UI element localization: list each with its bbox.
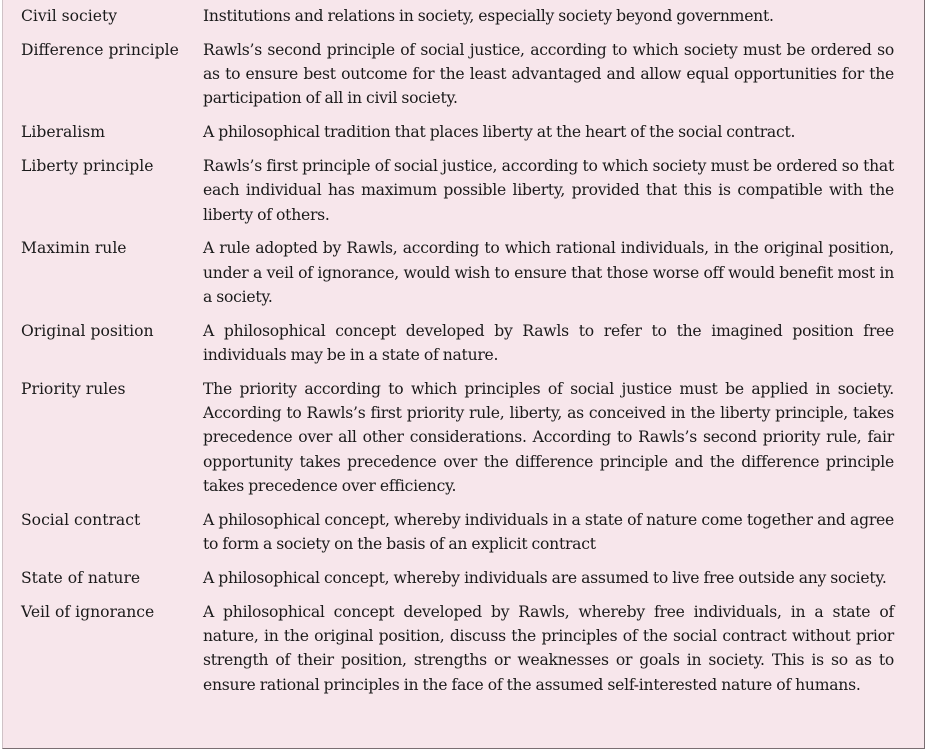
glossary-entry-maximin-rule: [3, 236, 924, 309]
glossary-definition: Rawls’s first principle of social justice, according to which society must be ordered so that each individual has maximum possible liberty, provided that this is compatible with the liberty of others.: [203, 156, 894, 224]
glossary-term: Maximin rule: [21, 239, 127, 258]
glossary-definition: The priority according to which principles of social justice must be applied in society. According to Rawls’s first priority rule, liberty, as conceived in the liberty principle, takes precedence over all other considerations. According to Rawls’s second priority rule, fair opportunity takes precedence over the difference principle and the difference principle takes precedence over efficiency.: [203, 379, 894, 496]
glossary-entry-social-contract: [3, 508, 924, 557]
glossary-definition: A philosophical concept, whereby individuals in a state of nature come together and agree to form a society on the basis of an explicit contract: [203, 510, 894, 554]
glossary-definition: A philosophical tradition that places liberty at the heart of the social contract.: [203, 123, 796, 142]
glossary-term: State of nature: [21, 568, 141, 587]
glossary-entry-veil-of-ignorance: [3, 600, 924, 697]
glossary-term: Liberalism: [21, 123, 106, 142]
glossary-term: Difference principle: [21, 40, 179, 59]
glossary-entry-liberty-principle: [3, 154, 924, 227]
glossary-term: Civil society: [21, 7, 118, 25]
glossary-term: Social contract: [21, 510, 141, 529]
glossary-entry-difference-principle: [3, 38, 924, 111]
glossary-term: Liberty principle: [21, 156, 154, 175]
glossary-definition: A philosophical concept developed by Rawls to refer to the imagined position free individuals may be in a state of nature.: [203, 321, 894, 365]
glossary-term: Veil of ignorance: [21, 602, 155, 621]
glossary-entry-state-of-nature: [3, 566, 924, 590]
glossary-entry-liberalism: [3, 120, 924, 144]
glossary-list: [3, 4, 924, 706]
glossary-definition: A philosophical concept developed by Rawls, whereby free individuals, in a state of nature, in the original position, discuss the principles of the social contract without prior strength of their position, strengths or weaknesses or goals in society. This is so as to ensure rational principles in the face of the assumed self-interested nature of humans.: [203, 602, 894, 694]
glossary-box: [2, 0, 925, 749]
glossary-definition: Institutions and relations in society, especially society beyond government.: [203, 7, 774, 25]
glossary-term: Original position: [21, 321, 154, 340]
glossary-entry-civil-society: [3, 4, 924, 28]
glossary-entry-priority-rules: [3, 377, 924, 498]
glossary-entry-original-position: [3, 319, 924, 368]
glossary-definition: Rawls’s second principle of social justice, according to which society must be ordered so as to ensure best outcome for the least advantaged and allow equal opportunities for the participation of all in civil society.: [203, 40, 894, 108]
glossary-definition: A philosophical concept, whereby individuals are assumed to live free outside any society.: [203, 568, 887, 587]
glossary-term: Priority rules: [21, 379, 126, 398]
glossary-definition: A rule adopted by Rawls, according to which rational individuals, in the original position, under a veil of ignorance, would wish to ensure that those worse off would benefit most in a society.: [203, 239, 894, 306]
